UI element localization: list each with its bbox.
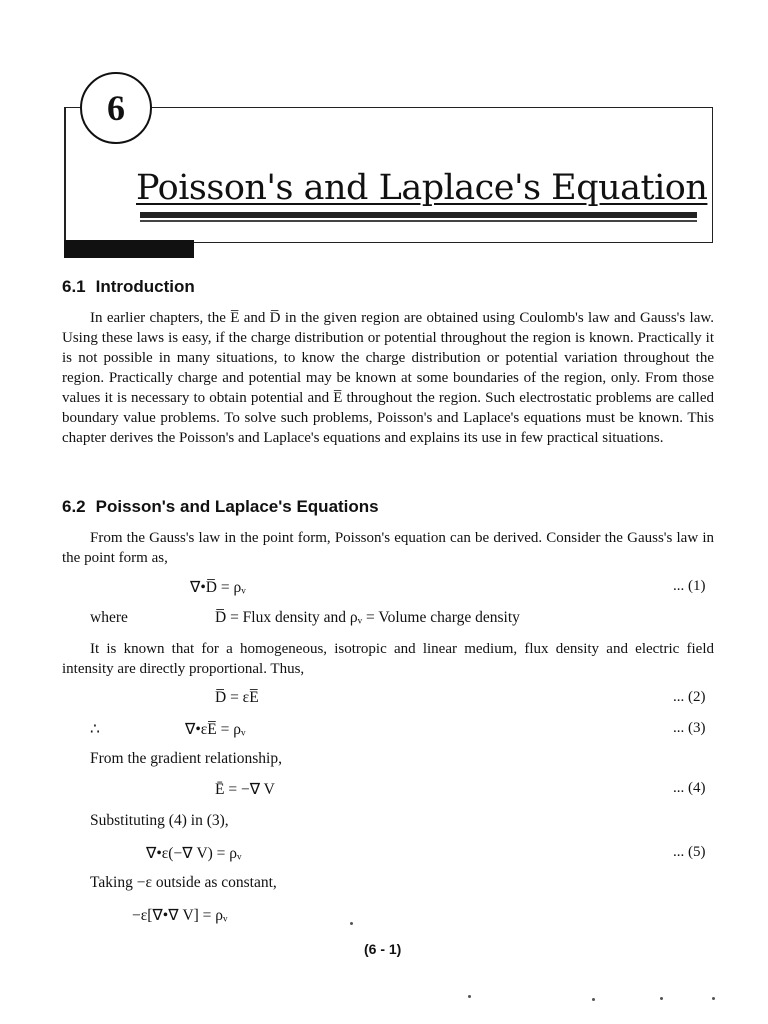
section-number: 6.2 bbox=[62, 497, 86, 516]
equation-1-number: ... (1) bbox=[673, 578, 706, 594]
equation-6: −ε[∇•∇ V] = ρᵥ bbox=[132, 907, 228, 924]
chapter-box-left-edge bbox=[64, 107, 66, 245]
scan-speck bbox=[592, 998, 595, 1001]
therefore-symbol: ∴ bbox=[90, 721, 100, 738]
section-title: Introduction bbox=[95, 277, 195, 296]
derivation-intro-paragraph bbox=[62, 528, 714, 568]
proportional-paragraph bbox=[62, 639, 714, 679]
section-title: Poisson's and Laplace's Equations bbox=[95, 497, 379, 516]
section-heading-poisson-laplace bbox=[62, 497, 379, 517]
equation-3-number: ... (3) bbox=[673, 720, 706, 736]
equation-4-number: ... (4) bbox=[673, 780, 706, 796]
introduction-text: In earlier chapters, the E̅ and D̅ in the given region are obtained using Coulomb's law and Gauss's law. Using these laws is easy, if the charge distribution or potential throughout the region is known. Practically it is not possible in many situations, to know the charge distribution or potential variation throughout the region. Practically charge and potential may be known at some boundaries of the region, only. From those values it is necessary to obtain potential and E̅ throughout the region. Such electrostatic problems are called boundary value problems. To solve such problems, Poisson's and Laplace's equations must be known. This chapter derives the Poisson's and Laplace's equations and explains its use in few practical situations. bbox=[62, 310, 714, 446]
where-label: where bbox=[90, 609, 128, 626]
scan-speck bbox=[468, 995, 471, 998]
chapter-title: Poisson's and Laplace's Equation bbox=[136, 168, 708, 208]
chapter-number: 6 bbox=[80, 72, 152, 144]
equation-3: ∇•εE̅ = ρᵥ bbox=[185, 721, 246, 738]
section-heading-introduction bbox=[62, 277, 195, 297]
equation-5: ∇•ε(−∇ V) = ρᵥ bbox=[146, 845, 242, 862]
scan-speck bbox=[350, 922, 353, 925]
scan-speck bbox=[660, 997, 663, 1000]
introduction-paragraph bbox=[62, 308, 714, 448]
equation-1: ∇•D̅ = ρᵥ bbox=[190, 579, 246, 596]
title-rule-thin bbox=[140, 220, 697, 222]
equation-2: D̅ = εE̅ bbox=[215, 689, 259, 706]
substituting-text: Substituting (4) in (3), bbox=[90, 812, 229, 829]
equation-2-number: ... (2) bbox=[673, 689, 706, 705]
gradient-text: From the gradient relationship, bbox=[90, 750, 282, 767]
where-definition: D̅ = Flux density and ρᵥ = Volume charge density bbox=[215, 609, 520, 626]
title-rule bbox=[140, 212, 697, 218]
scan-speck bbox=[712, 997, 715, 1000]
page-number: (6 - 1) bbox=[364, 941, 402, 957]
proportional-text: It is known that for a homogeneous, isotropic and linear medium, flux density and electric field intensity are directly proportional. Thus, bbox=[62, 641, 714, 677]
derivation-intro-text: From the Gauss's law in the point form, Poisson's equation can be derived. Consider the Gauss's law in the point form as, bbox=[62, 530, 714, 566]
section-number: 6.1 bbox=[62, 277, 86, 296]
taking-outside-text: Taking −ε outside as constant, bbox=[90, 874, 277, 891]
equation-5-number: ... (5) bbox=[673, 844, 706, 860]
equation-4: Ē = −∇ V bbox=[215, 781, 275, 798]
chapter-box-corner-bar bbox=[64, 240, 194, 258]
